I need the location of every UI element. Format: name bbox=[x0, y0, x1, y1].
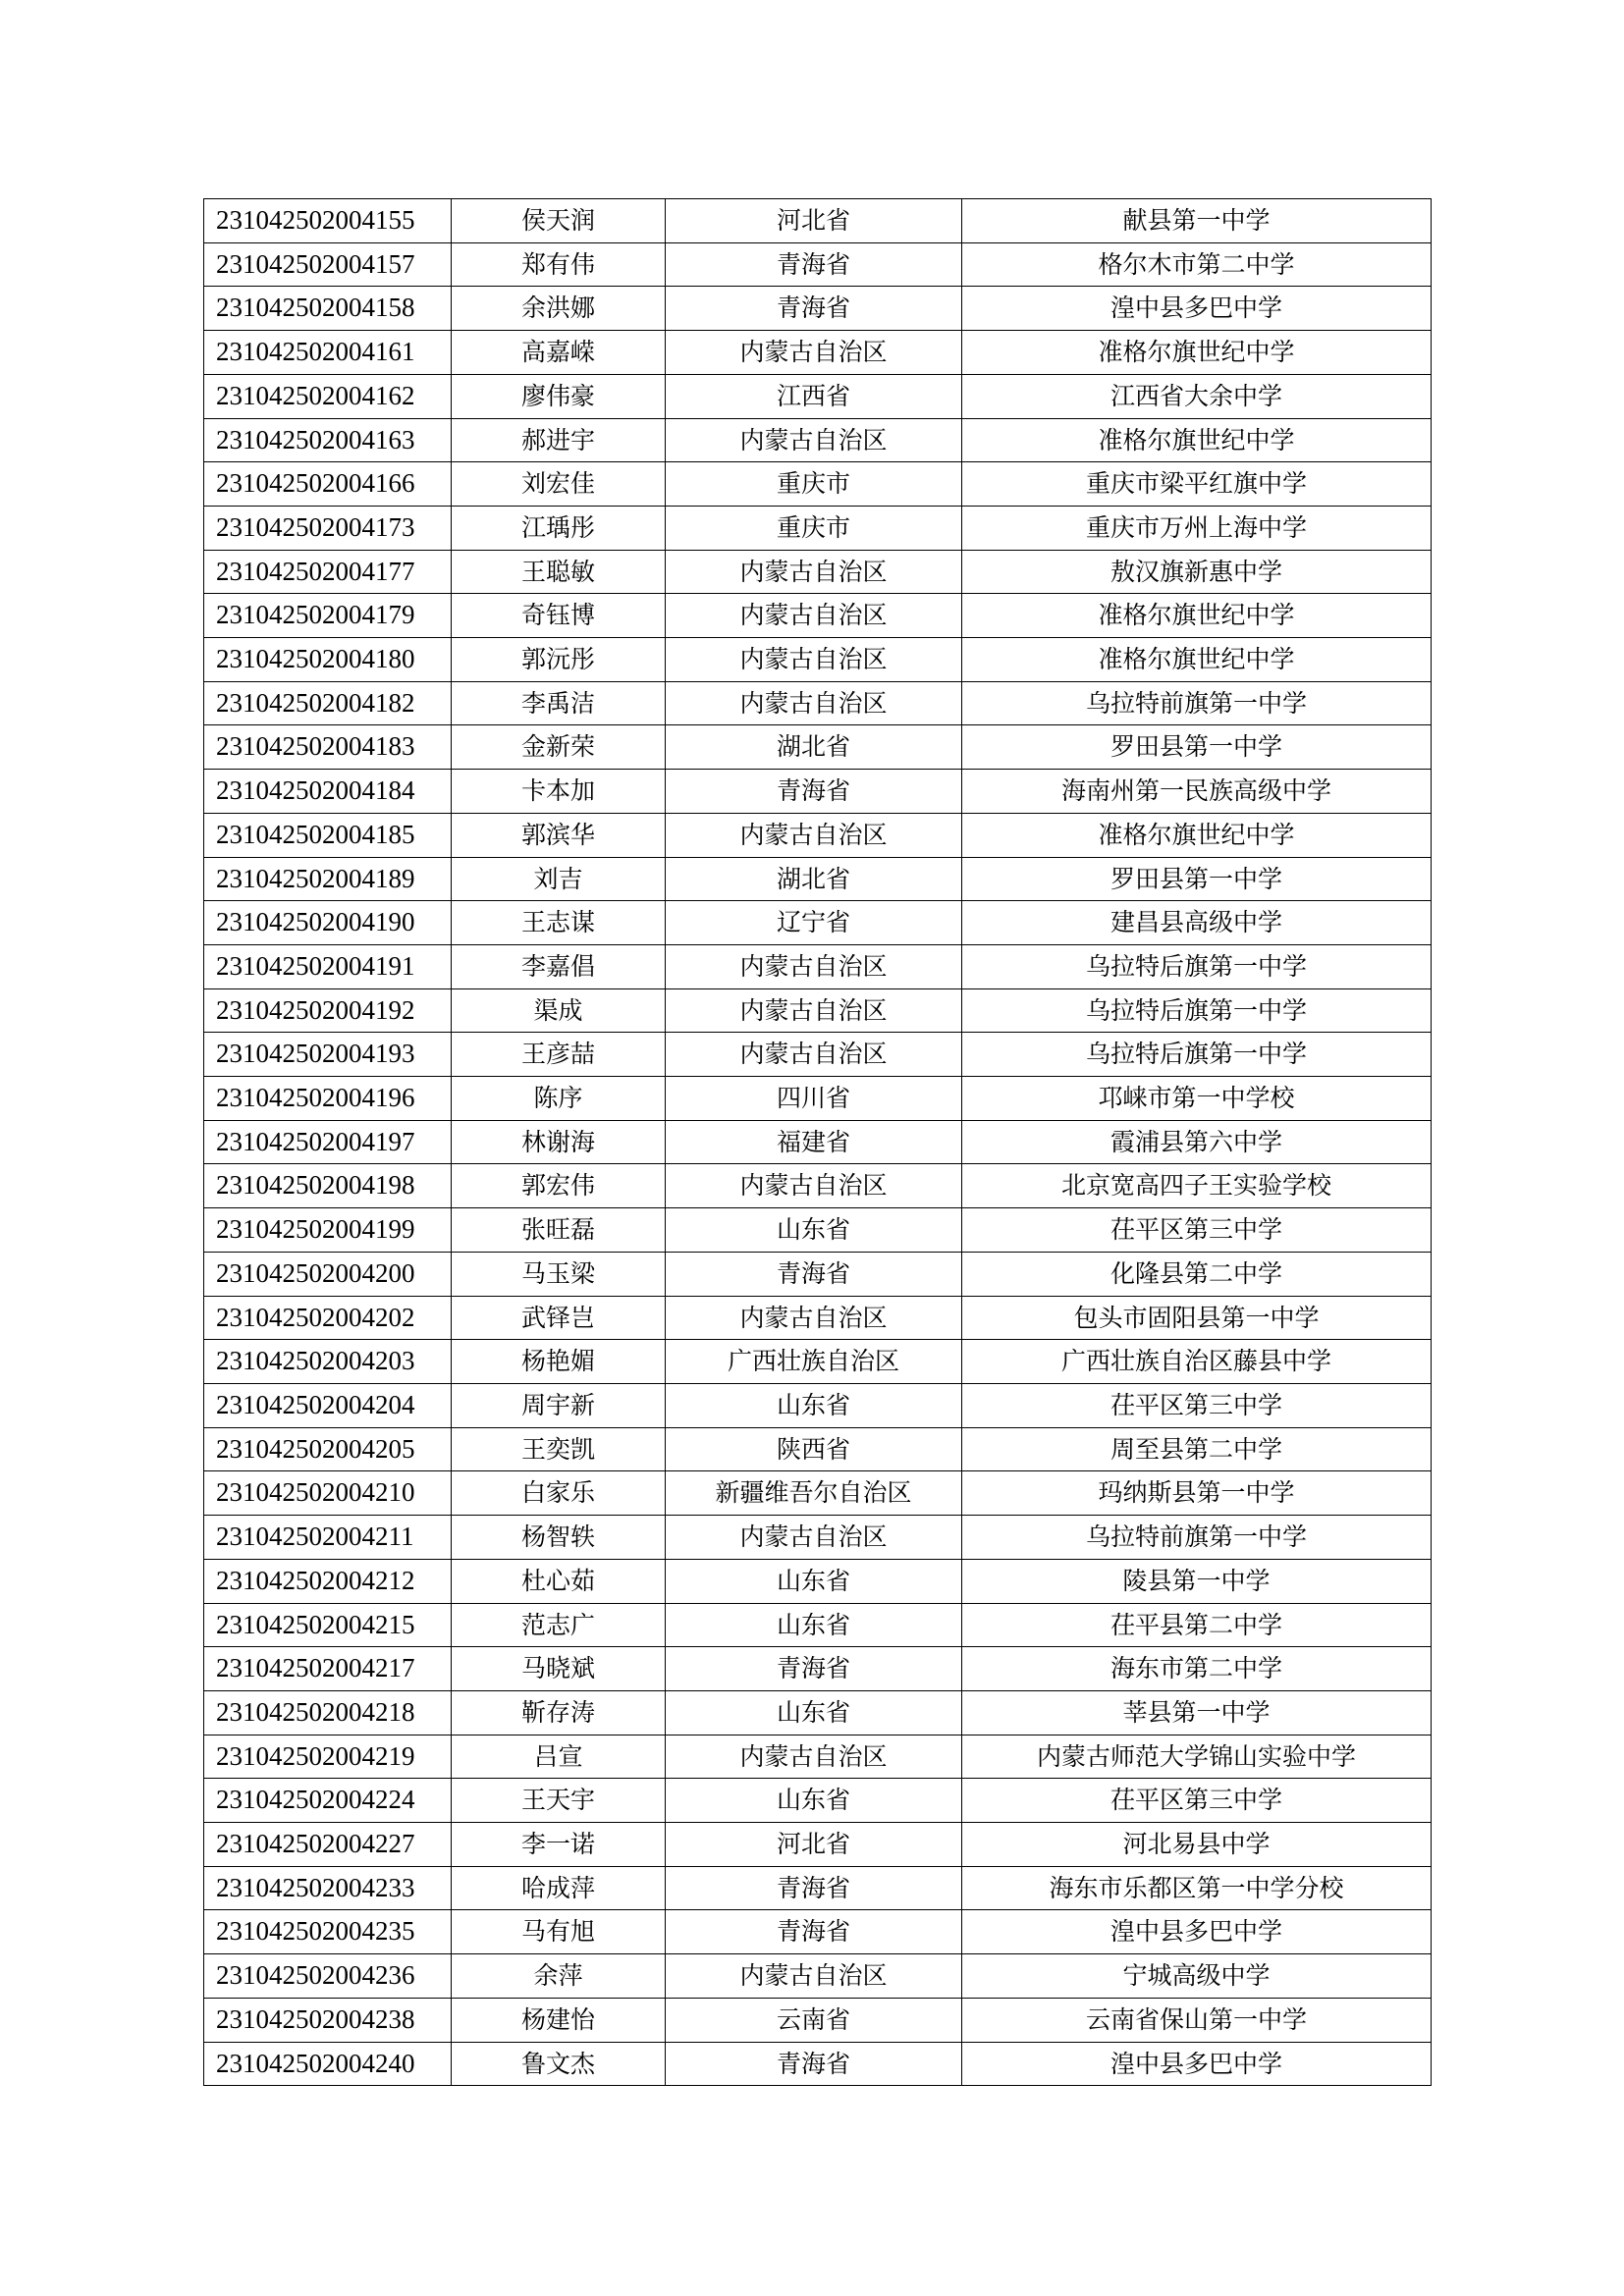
exam-number-cell: 231042502004155 bbox=[204, 199, 452, 243]
table-row bbox=[204, 594, 1432, 638]
exam-number-cell: 231042502004211 bbox=[204, 1516, 452, 1560]
province-cell: 重庆市 bbox=[666, 462, 962, 507]
province-cell: 山东省 bbox=[666, 1779, 962, 1823]
province-cell: 青海省 bbox=[666, 287, 962, 331]
student-name-cell: 周宇新 bbox=[452, 1383, 666, 1427]
exam-number-cell: 231042502004224 bbox=[204, 1779, 452, 1823]
exam-number-cell: 231042502004166 bbox=[204, 462, 452, 507]
province-cell: 内蒙古自治区 bbox=[666, 594, 962, 638]
school-cell: 湟中县多巴中学 bbox=[962, 1910, 1432, 1954]
exam-number-cell: 231042502004218 bbox=[204, 1690, 452, 1735]
province-cell: 青海省 bbox=[666, 2042, 962, 2086]
province-cell: 内蒙古自治区 bbox=[666, 1033, 962, 1077]
school-cell: 云南省保山第一中学 bbox=[962, 1998, 1432, 2042]
province-cell: 内蒙古自治区 bbox=[666, 1164, 962, 1208]
school-cell: 献县第一中学 bbox=[962, 199, 1432, 243]
table-row bbox=[204, 1647, 1432, 1691]
exam-number-cell: 231042502004227 bbox=[204, 1823, 452, 1867]
province-cell: 内蒙古自治区 bbox=[666, 681, 962, 725]
student-name-cell: 卡本加 bbox=[452, 770, 666, 814]
province-cell: 内蒙古自治区 bbox=[666, 1516, 962, 1560]
exam-number-cell: 231042502004205 bbox=[204, 1427, 452, 1471]
exam-number-cell: 231042502004203 bbox=[204, 1340, 452, 1384]
province-cell: 湖北省 bbox=[666, 857, 962, 901]
province-cell: 河北省 bbox=[666, 199, 962, 243]
exam-number-cell: 231042502004179 bbox=[204, 594, 452, 638]
exam-number-cell: 231042502004238 bbox=[204, 1998, 452, 2042]
school-cell: 乌拉特前旗第一中学 bbox=[962, 681, 1432, 725]
exam-number-cell: 231042502004217 bbox=[204, 1647, 452, 1691]
student-name-cell: 李禹洁 bbox=[452, 681, 666, 725]
table-row bbox=[204, 1866, 1432, 1910]
exam-number-cell: 231042502004204 bbox=[204, 1383, 452, 1427]
exam-number-cell: 231042502004184 bbox=[204, 770, 452, 814]
table-row bbox=[204, 1735, 1432, 1779]
student-name-cell: 金新荣 bbox=[452, 725, 666, 770]
school-cell: 准格尔旗世纪中学 bbox=[962, 813, 1432, 857]
province-cell: 内蒙古自治区 bbox=[666, 988, 962, 1033]
table-row bbox=[204, 1077, 1432, 1121]
table-row bbox=[204, 857, 1432, 901]
school-cell: 准格尔旗世纪中学 bbox=[962, 418, 1432, 462]
school-cell: 准格尔旗世纪中学 bbox=[962, 331, 1432, 375]
student-name-cell: 鲁文杰 bbox=[452, 2042, 666, 2086]
student-name-cell: 郭宏伟 bbox=[452, 1164, 666, 1208]
province-cell: 山东省 bbox=[666, 1208, 962, 1253]
exam-number-cell: 231042502004212 bbox=[204, 1559, 452, 1603]
student-name-cell: 高嘉嵘 bbox=[452, 331, 666, 375]
exam-number-cell: 231042502004236 bbox=[204, 1954, 452, 1999]
student-name-cell: 哈成萍 bbox=[452, 1866, 666, 1910]
exam-number-cell: 231042502004190 bbox=[204, 901, 452, 945]
student-name-cell: 刘宏佳 bbox=[452, 462, 666, 507]
exam-number-cell: 231042502004158 bbox=[204, 287, 452, 331]
exam-number-cell: 231042502004162 bbox=[204, 374, 452, 418]
table-row bbox=[204, 287, 1432, 331]
table-row bbox=[204, 1208, 1432, 1253]
table-row bbox=[204, 988, 1432, 1033]
student-name-cell: 郭滨华 bbox=[452, 813, 666, 857]
province-cell: 内蒙古自治区 bbox=[666, 1735, 962, 1779]
student-name-cell: 郑有伟 bbox=[452, 242, 666, 287]
table-row bbox=[204, 199, 1432, 243]
student-name-cell: 靳存涛 bbox=[452, 1690, 666, 1735]
exam-number-cell: 231042502004180 bbox=[204, 638, 452, 682]
table-row bbox=[204, 901, 1432, 945]
table-row bbox=[204, 1383, 1432, 1427]
province-cell: 青海省 bbox=[666, 242, 962, 287]
school-cell: 重庆市万州上海中学 bbox=[962, 506, 1432, 550]
table-row bbox=[204, 550, 1432, 594]
school-cell: 陵县第一中学 bbox=[962, 1559, 1432, 1603]
student-name-cell: 张旺磊 bbox=[452, 1208, 666, 1253]
exam-number-cell: 231042502004196 bbox=[204, 1077, 452, 1121]
school-cell: 海东市乐都区第一中学分校 bbox=[962, 1866, 1432, 1910]
school-cell: 海南州第一民族高级中学 bbox=[962, 770, 1432, 814]
school-cell: 格尔木市第二中学 bbox=[962, 242, 1432, 287]
table-row bbox=[204, 374, 1432, 418]
student-name-cell: 陈序 bbox=[452, 1077, 666, 1121]
province-cell: 云南省 bbox=[666, 1998, 962, 2042]
table-row bbox=[204, 1252, 1432, 1296]
table-row bbox=[204, 944, 1432, 988]
student-name-cell: 吕宣 bbox=[452, 1735, 666, 1779]
table-row bbox=[204, 681, 1432, 725]
student-list-body bbox=[204, 199, 1432, 2086]
province-cell: 内蒙古自治区 bbox=[666, 331, 962, 375]
student-name-cell: 渠成 bbox=[452, 988, 666, 1033]
exam-number-cell: 231042502004215 bbox=[204, 1603, 452, 1647]
exam-number-cell: 231042502004192 bbox=[204, 988, 452, 1033]
province-cell: 山东省 bbox=[666, 1383, 962, 1427]
exam-number-cell: 231042502004189 bbox=[204, 857, 452, 901]
exam-number-cell: 231042502004200 bbox=[204, 1252, 452, 1296]
school-cell: 霞浦县第六中学 bbox=[962, 1120, 1432, 1164]
student-name-cell: 白家乐 bbox=[452, 1471, 666, 1516]
table-row bbox=[204, 1296, 1432, 1340]
school-cell: 重庆市梁平红旗中学 bbox=[962, 462, 1432, 507]
table-row bbox=[204, 1954, 1432, 1999]
student-name-cell: 余萍 bbox=[452, 1954, 666, 1999]
province-cell: 陕西省 bbox=[666, 1427, 962, 1471]
school-cell: 玛纳斯县第一中学 bbox=[962, 1471, 1432, 1516]
province-cell: 青海省 bbox=[666, 1647, 962, 1691]
exam-number-cell: 231042502004177 bbox=[204, 550, 452, 594]
student-list-table bbox=[203, 198, 1432, 2086]
school-cell: 茌平县第二中学 bbox=[962, 1603, 1432, 1647]
province-cell: 四川省 bbox=[666, 1077, 962, 1121]
province-cell: 江西省 bbox=[666, 374, 962, 418]
table-row bbox=[204, 1164, 1432, 1208]
student-name-cell: 马晓斌 bbox=[452, 1647, 666, 1691]
student-name-cell: 范志广 bbox=[452, 1603, 666, 1647]
school-cell: 湟中县多巴中学 bbox=[962, 287, 1432, 331]
school-cell: 内蒙古师范大学锦山实验中学 bbox=[962, 1735, 1432, 1779]
province-cell: 内蒙古自治区 bbox=[666, 418, 962, 462]
province-cell: 青海省 bbox=[666, 1866, 962, 1910]
province-cell: 内蒙古自治区 bbox=[666, 1296, 962, 1340]
school-cell: 乌拉特后旗第一中学 bbox=[962, 988, 1432, 1033]
table-row bbox=[204, 770, 1432, 814]
student-name-cell: 刘吉 bbox=[452, 857, 666, 901]
exam-number-cell: 231042502004185 bbox=[204, 813, 452, 857]
table-row bbox=[204, 1427, 1432, 1471]
table-row bbox=[204, 1033, 1432, 1077]
exam-number-cell: 231042502004163 bbox=[204, 418, 452, 462]
student-name-cell: 王聪敏 bbox=[452, 550, 666, 594]
school-cell: 茌平区第三中学 bbox=[962, 1779, 1432, 1823]
school-cell: 茌平区第三中学 bbox=[962, 1208, 1432, 1253]
province-cell: 青海省 bbox=[666, 1252, 962, 1296]
student-name-cell: 林谢海 bbox=[452, 1120, 666, 1164]
school-cell: 邛崃市第一中学校 bbox=[962, 1077, 1432, 1121]
school-cell: 广西壮族自治区藤县中学 bbox=[962, 1340, 1432, 1384]
table-row bbox=[204, 1559, 1432, 1603]
school-cell: 罗田县第一中学 bbox=[962, 857, 1432, 901]
student-name-cell: 武铎岂 bbox=[452, 1296, 666, 1340]
province-cell: 新疆维吾尔自治区 bbox=[666, 1471, 962, 1516]
table-row bbox=[204, 725, 1432, 770]
student-name-cell: 廖伟豪 bbox=[452, 374, 666, 418]
school-cell: 周至县第二中学 bbox=[962, 1427, 1432, 1471]
exam-number-cell: 231042502004191 bbox=[204, 944, 452, 988]
province-cell: 内蒙古自治区 bbox=[666, 813, 962, 857]
exam-number-cell: 231042502004235 bbox=[204, 1910, 452, 1954]
student-name-cell: 江瑀彤 bbox=[452, 506, 666, 550]
school-cell: 莘县第一中学 bbox=[962, 1690, 1432, 1735]
table-row bbox=[204, 1998, 1432, 2042]
student-name-cell: 王天宇 bbox=[452, 1779, 666, 1823]
table-row bbox=[204, 813, 1432, 857]
table-row bbox=[204, 638, 1432, 682]
table-row bbox=[204, 1910, 1432, 1954]
province-cell: 青海省 bbox=[666, 770, 962, 814]
student-name-cell: 王奕凯 bbox=[452, 1427, 666, 1471]
table-row bbox=[204, 1603, 1432, 1647]
student-name-cell: 余洪娜 bbox=[452, 287, 666, 331]
student-name-cell: 郭沅彤 bbox=[452, 638, 666, 682]
exam-number-cell: 231042502004240 bbox=[204, 2042, 452, 2086]
school-cell: 敖汉旗新惠中学 bbox=[962, 550, 1432, 594]
table-row bbox=[204, 1471, 1432, 1516]
school-cell: 北京宽高四子王实验学校 bbox=[962, 1164, 1432, 1208]
student-name-cell: 杨艳媚 bbox=[452, 1340, 666, 1384]
province-cell: 河北省 bbox=[666, 1823, 962, 1867]
school-cell: 宁城高级中学 bbox=[962, 1954, 1432, 1999]
province-cell: 内蒙古自治区 bbox=[666, 638, 962, 682]
exam-number-cell: 231042502004210 bbox=[204, 1471, 452, 1516]
province-cell: 辽宁省 bbox=[666, 901, 962, 945]
student-name-cell: 马有旭 bbox=[452, 1910, 666, 1954]
school-cell: 乌拉特后旗第一中学 bbox=[962, 944, 1432, 988]
school-cell: 乌拉特后旗第一中学 bbox=[962, 1033, 1432, 1077]
school-cell: 河北易县中学 bbox=[962, 1823, 1432, 1867]
table-row bbox=[204, 1823, 1432, 1867]
exam-number-cell: 231042502004193 bbox=[204, 1033, 452, 1077]
province-cell: 山东省 bbox=[666, 1690, 962, 1735]
school-cell: 海东市第二中学 bbox=[962, 1647, 1432, 1691]
table-row bbox=[204, 2042, 1432, 2086]
school-cell: 乌拉特前旗第一中学 bbox=[962, 1516, 1432, 1560]
school-cell: 罗田县第一中学 bbox=[962, 725, 1432, 770]
province-cell: 内蒙古自治区 bbox=[666, 1954, 962, 1999]
table-row bbox=[204, 1779, 1432, 1823]
province-cell: 内蒙古自治区 bbox=[666, 550, 962, 594]
table-row bbox=[204, 242, 1432, 287]
province-cell: 内蒙古自治区 bbox=[666, 944, 962, 988]
table-row bbox=[204, 506, 1432, 550]
school-cell: 化隆县第二中学 bbox=[962, 1252, 1432, 1296]
province-cell: 山东省 bbox=[666, 1559, 962, 1603]
student-name-cell: 李一诺 bbox=[452, 1823, 666, 1867]
exam-number-cell: 231042502004197 bbox=[204, 1120, 452, 1164]
student-name-cell: 马玉梁 bbox=[452, 1252, 666, 1296]
exam-number-cell: 231042502004202 bbox=[204, 1296, 452, 1340]
school-cell: 湟中县多巴中学 bbox=[962, 2042, 1432, 2086]
school-cell: 准格尔旗世纪中学 bbox=[962, 638, 1432, 682]
student-name-cell: 王彦喆 bbox=[452, 1033, 666, 1077]
table-row bbox=[204, 1516, 1432, 1560]
student-name-cell: 杜心茹 bbox=[452, 1559, 666, 1603]
province-cell: 湖北省 bbox=[666, 725, 962, 770]
table-row bbox=[204, 331, 1432, 375]
exam-number-cell: 231042502004182 bbox=[204, 681, 452, 725]
school-cell: 准格尔旗世纪中学 bbox=[962, 594, 1432, 638]
student-name-cell: 杨智轶 bbox=[452, 1516, 666, 1560]
student-name-cell: 郝进宇 bbox=[452, 418, 666, 462]
exam-number-cell: 231042502004199 bbox=[204, 1208, 452, 1253]
student-name-cell: 王志谋 bbox=[452, 901, 666, 945]
exam-number-cell: 231042502004173 bbox=[204, 506, 452, 550]
province-cell: 福建省 bbox=[666, 1120, 962, 1164]
student-name-cell: 杨建怡 bbox=[452, 1998, 666, 2042]
table-row bbox=[204, 1690, 1432, 1735]
school-cell: 江西省大余中学 bbox=[962, 374, 1432, 418]
school-cell: 茌平区第三中学 bbox=[962, 1383, 1432, 1427]
exam-number-cell: 231042502004198 bbox=[204, 1164, 452, 1208]
exam-number-cell: 231042502004219 bbox=[204, 1735, 452, 1779]
table-row bbox=[204, 418, 1432, 462]
school-cell: 包头市固阳县第一中学 bbox=[962, 1296, 1432, 1340]
exam-number-cell: 231042502004233 bbox=[204, 1866, 452, 1910]
province-cell: 山东省 bbox=[666, 1603, 962, 1647]
table-row bbox=[204, 462, 1432, 507]
student-name-cell: 李嘉倡 bbox=[452, 944, 666, 988]
table-row bbox=[204, 1340, 1432, 1384]
province-cell: 重庆市 bbox=[666, 506, 962, 550]
exam-number-cell: 231042502004183 bbox=[204, 725, 452, 770]
student-name-cell: 奇钰博 bbox=[452, 594, 666, 638]
exam-number-cell: 231042502004161 bbox=[204, 331, 452, 375]
province-cell: 广西壮族自治区 bbox=[666, 1340, 962, 1384]
school-cell: 建昌县高级中学 bbox=[962, 901, 1432, 945]
table-row bbox=[204, 1120, 1432, 1164]
student-name-cell: 侯天润 bbox=[452, 199, 666, 243]
exam-number-cell: 231042502004157 bbox=[204, 242, 452, 287]
province-cell: 青海省 bbox=[666, 1910, 962, 1954]
